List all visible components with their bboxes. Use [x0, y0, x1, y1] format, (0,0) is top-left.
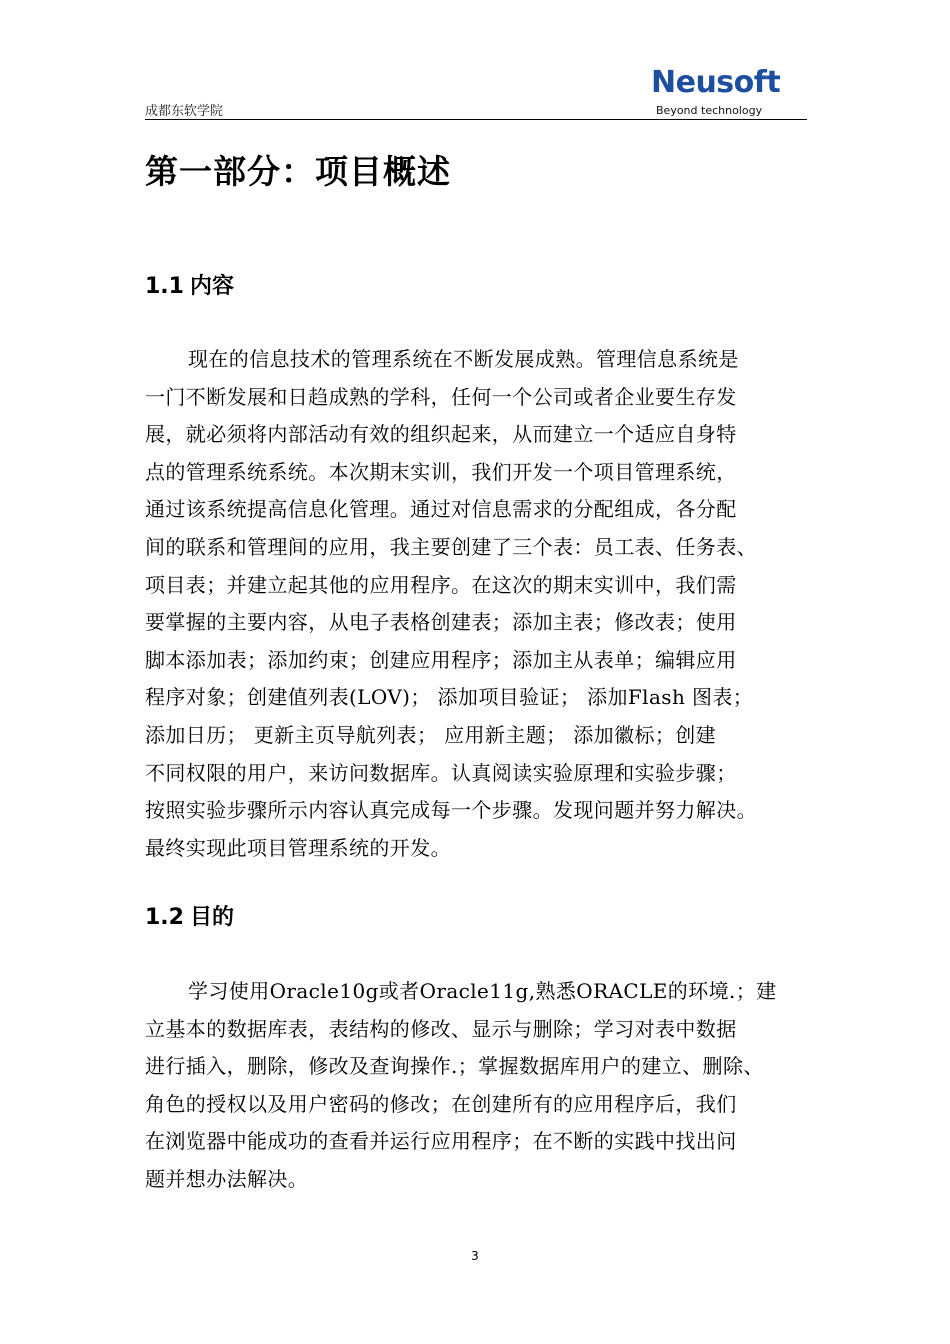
paragraph-line: 角色的授权以及用户密码的修改；在创建所有的应用程序后，我们: [145, 1091, 737, 1116]
section-number: 1.2: [145, 905, 184, 930]
section-heading-content: [145, 272, 234, 302]
page-number: 3: [471, 1249, 479, 1263]
paragraph-line: 不同权限的用户，来访问数据库。认真阅读实验原理和实验步骤；: [145, 760, 737, 785]
page-title: 第一部分：项目概述: [145, 152, 451, 191]
paragraph-line: 程序对象；创建值列表(LOV)； 添加项目验证； 添加Flash 图表；: [145, 685, 754, 710]
logo-wordmark: Neusoft: [651, 65, 781, 100]
section-title: 目的: [189, 905, 234, 930]
paragraph-line: 在浏览器中能成功的查看并运行应用程序；在不断的实践中找出问: [145, 1129, 737, 1154]
paragraph-line: 展，就必须将内部活动有效的组织起来，从而建立一个适应自身特: [145, 422, 737, 447]
paragraph-line: 立基本的数据库表，表结构的修改、显示与删除；学习对表中数据: [145, 1016, 737, 1041]
purpose-paragraph: [145, 973, 810, 1199]
paragraph-line: 现在的信息技术的管理系统在不断发展成熟。管理信息系统是: [188, 347, 739, 371]
paragraph-line: 进行插入，删除，修改及查询操作.；掌握数据库用户的建立、删除、: [145, 1054, 764, 1079]
paragraph-line: 题并想办法解决。: [145, 1166, 309, 1191]
school-name: 成都东软学院: [145, 104, 224, 119]
paragraph-line: 要掌握的主要内容，从电子表格创建表；添加主表；修改表；使用: [145, 610, 737, 635]
paragraph-line: 添加日历； 更新主页导航列表； 应用新主题； 添加徽标；创建: [145, 722, 717, 747]
header-divider: [145, 119, 807, 120]
section-number: 1.1: [145, 274, 184, 299]
paragraph-line: 按照实验步骤所示内容认真完成每一个步骤。发现问题并努力解决。: [145, 798, 757, 823]
paragraph-line: 项目表；并建立起其他的应用程序。在这次的期末实训中，我们需: [145, 572, 737, 597]
paragraph-line: 间的联系和管理间的应用，我主要创建了三个表：员工表、任务表、: [145, 534, 757, 559]
paragraph-line: 学习使用Oracle10g或者Oracle11g,熟悉ORACLE的环境.；建: [188, 979, 777, 1003]
paragraph-line: 点的管理系统系统。本次期末实训，我们开发一个项目管理系统，: [145, 459, 737, 484]
content-paragraph: [145, 341, 810, 867]
paragraph-line: 通过该系统提高信息化管理。通过对信息需求的分配组成，各分配: [145, 497, 737, 522]
paragraph-line: 脚本添加表；添加约束；创建应用程序；添加主从表单；编辑应用: [145, 647, 737, 672]
paragraph-line: 一门不断发展和日趋成熟的学科，任何一个公司或者企业要生存发: [145, 384, 737, 409]
section-title: 内容: [189, 274, 234, 299]
paragraph-line: 最终实现此项目管理系统的开发。: [145, 835, 451, 860]
section-heading-purpose: [145, 903, 234, 933]
neusoft-logo: [651, 66, 811, 118]
logo-tagline: Beyond technology: [656, 104, 763, 117]
